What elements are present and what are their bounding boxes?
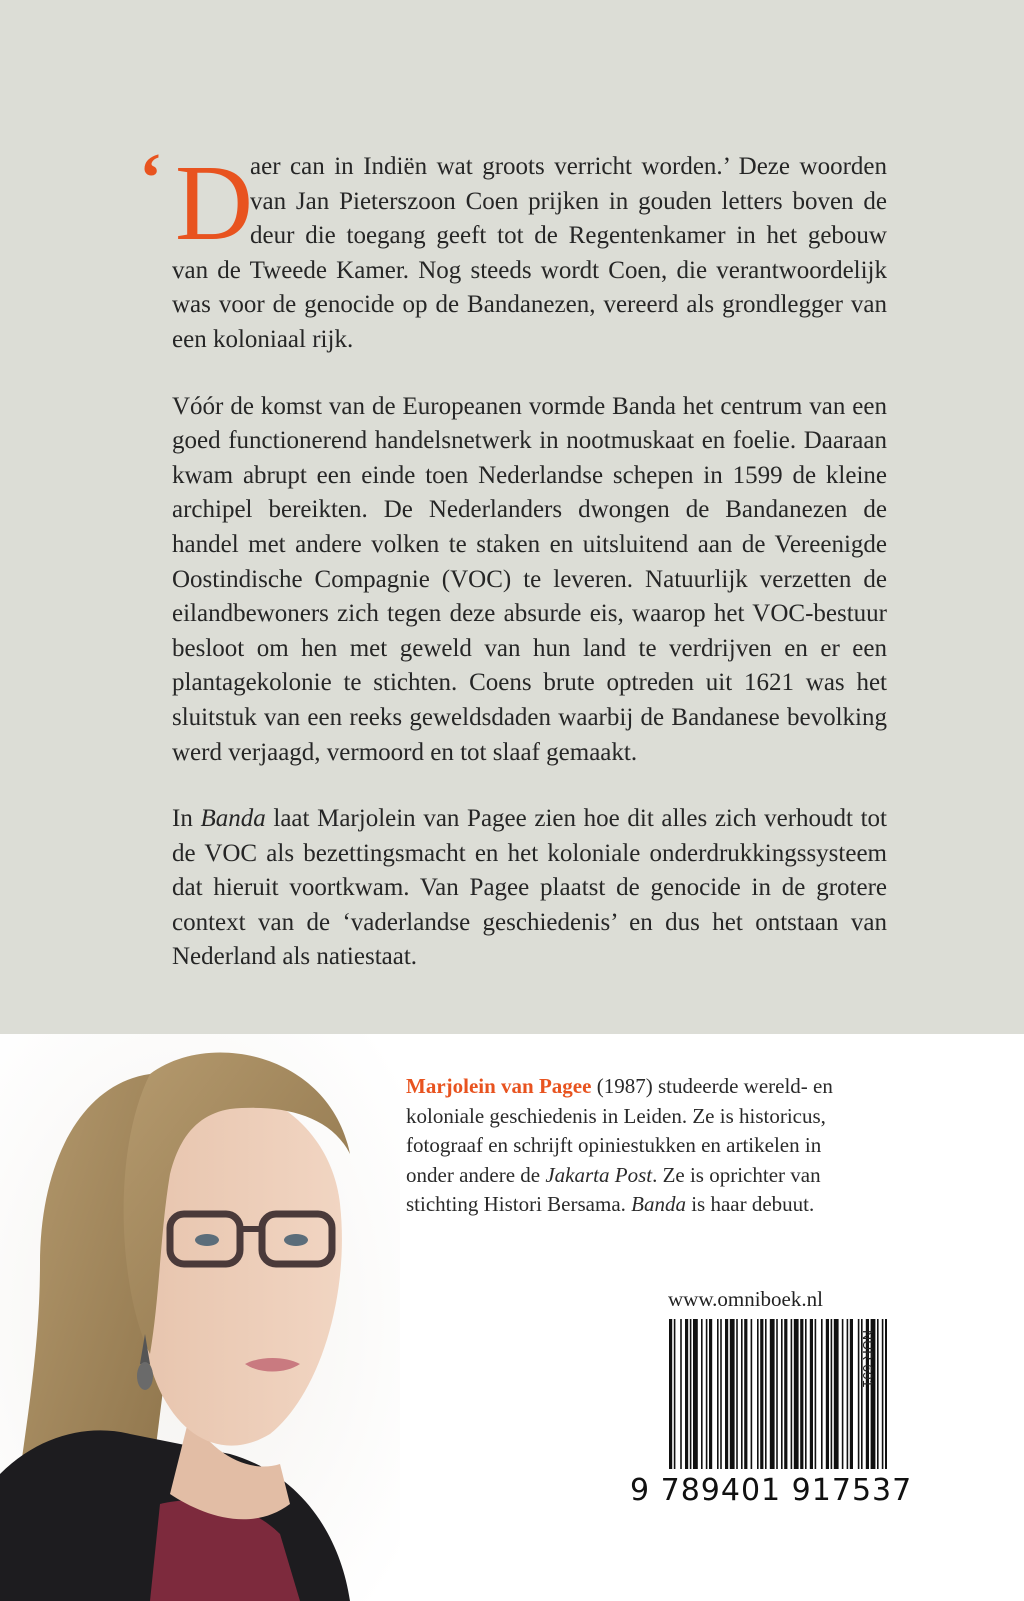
barcode-bar <box>690 1319 692 1469</box>
author-name: Marjolein van Pagee <box>406 1074 592 1098</box>
barcode-bar <box>877 1319 879 1469</box>
barcode-bar <box>706 1319 708 1469</box>
barcode-bar <box>815 1319 817 1469</box>
barcode-bar <box>701 1319 703 1469</box>
blurb-paragraph-1-text: aer can in Indiën wat groots verricht worden.’ Deze woorden van Jan Pieterszoon Coen prijken in gouden letters boven de deur die toegang geeft tot de Regentenkamer in het gebouw van de Tweede Kamer. Nog steeds wordt Coen, die verantwoordelijk was voor de genocide op de Bandanezen, vereerd als grondlegger van een koloniaal rijk. <box>172 153 887 353</box>
barcode-bar <box>757 1319 759 1469</box>
barcode-bar <box>882 1319 884 1469</box>
blurb-paragraph-2: Vóór de komst van de Europeanen vormde Banda het centrum van een goed functionerend handelsnetwerk in nootmuskaat en foelie. Daaraan kwam abrupt een einde toen Nederlandse schepen in 1599 de kleine archipel bereikten. De Nederlanders dwongen de Bandanezen de handel met andere volken te staken en uitsluitend aan de Vereenigde Oostindische Compagnie (VOC) te leveren. Natuurlijk verzetten de eilandbewoners zich tegen deze absurde eis, waarop het VOC-bestuur besloot om hen met geweld van hun land te verdrijven en er een plantagekolonie te stichten. Coens brute optreden uit 1621 was het sluitstuk van een reeks geweldsdaden waarbij de Bandanese bevolking werd verjaagd, vermoord en tot slaaf gemaakt. <box>172 392 887 766</box>
publisher-website[interactable]: www.omniboek.nl <box>668 1287 823 1311</box>
barcode-bar <box>810 1319 813 1469</box>
drop-cap-letter: D <box>175 144 253 263</box>
barcode-bar <box>784 1319 787 1469</box>
isbn-number: 9 789401 917537 <box>630 1473 913 1508</box>
isbn-barcode <box>669 1319 887 1477</box>
barcode-bar <box>826 1319 829 1469</box>
barcode-bar <box>834 1319 839 1469</box>
bio-book-title: Banda <box>631 1192 686 1216</box>
barcode-bar <box>693 1319 698 1469</box>
book-title-inline: Banda <box>200 805 266 833</box>
barcode-bar <box>741 1319 743 1469</box>
barcode-bar <box>794 1319 799 1469</box>
author-bio <box>406 1072 868 1220</box>
barcode-bar <box>821 1319 823 1469</box>
barcode-bar <box>669 1319 672 1469</box>
bio-text-3: is haar debuut. <box>685 1192 815 1216</box>
drop-cap <box>139 140 253 263</box>
barcode-bar <box>791 1319 793 1469</box>
barcode-bar <box>800 1319 803 1469</box>
barcode-bar <box>770 1319 775 1469</box>
drop-cap-quote: ‘ <box>139 140 163 217</box>
bio-text-2: . Ze is oprichter van stichting Histori Bersama. <box>406 1162 821 1216</box>
bio-text-1: (1987) studeerde wereld- en koloniale geschiedenis in Leiden. Ze is historicus, fotograaf en schrijft opiniestukken en artikelen in onder andere de <box>406 1074 833 1187</box>
barcode-bar <box>720 1319 722 1469</box>
barcode-bar <box>831 1319 833 1469</box>
barcode-bar <box>760 1319 763 1469</box>
barcode-bar <box>751 1319 753 1469</box>
blurb-p3-text: laat Marjolein van Pagee zien hoe dit alles zich verhoudt tot de VOC als bezettingsmacht en het koloniale onderdrukkingssysteem dat hieruit voortkwam. Van Pagee plaatst de genocide in de grotere context van de ‘vaderlandse geschiedenis’ en dus het ontstaan van Nederland als natiestaat. <box>172 805 888 971</box>
author-portrait <box>0 1034 400 1601</box>
barcode-bar <box>709 1319 712 1469</box>
barcode-bar <box>776 1319 778 1469</box>
barcode-bar <box>730 1319 735 1469</box>
barcode-bar <box>781 1319 783 1469</box>
barcode-bar <box>725 1319 728 1469</box>
barcode-bar <box>736 1319 738 1469</box>
barcode-bar <box>685 1319 688 1469</box>
nur-code: NUR 691 <box>860 1330 876 1388</box>
barcode-bar <box>744 1319 747 1469</box>
barcode-bar <box>680 1319 682 1469</box>
barcode-bar <box>674 1319 676 1469</box>
blurb-text <box>139 140 888 1007</box>
barcode-bar <box>805 1319 807 1469</box>
blurb-p3-lead: In <box>172 805 201 833</box>
barcode-bar <box>765 1319 767 1469</box>
barcode-bar <box>847 1319 849 1469</box>
barcode-bar <box>850 1319 853 1469</box>
barcode-bar <box>885 1319 887 1469</box>
barcode-bar <box>717 1319 719 1469</box>
blurb-paragraph-3 <box>172 802 887 975</box>
bio-jakarta-post: Jakarta Post <box>545 1162 653 1187</box>
blurb-paragraph-1 <box>139 140 887 358</box>
barcode-bar <box>842 1319 844 1469</box>
